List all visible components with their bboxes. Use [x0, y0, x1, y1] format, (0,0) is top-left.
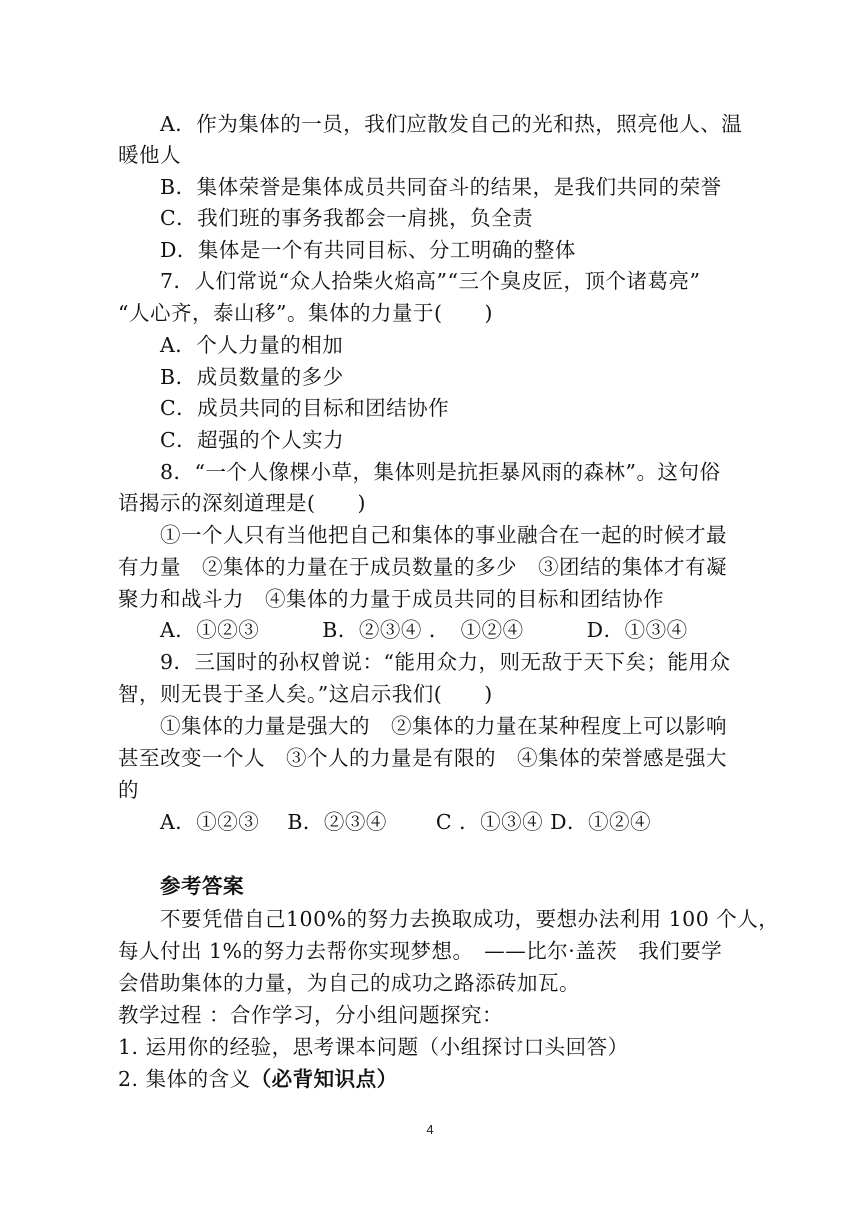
q9-stem-line2: 智，则无畏于圣人矣。”这启示我们( )	[118, 682, 493, 706]
q6-option-c: C．我们班的事务我都会一肩挑，负全责	[160, 206, 534, 230]
q8-items-line2: 有力量 ②集体的力量在于成员数量的多少 ③团结的集体才有凝	[118, 555, 727, 579]
q9-items-line3: 的	[118, 778, 139, 802]
q7-option-a: A．个人力量的相加	[160, 333, 344, 357]
q7-option-b: B．成员数量的多少	[160, 365, 344, 389]
q8-items-line3: 聚力和战斗力 ④集体的力量于成员共同的目标和团结协作	[118, 587, 664, 611]
step-2	[118, 1064, 758, 1094]
q7-stem-line1: 7．人们常说“众人拾柴火焰高”“三个臭皮匠，顶个诸葛亮”	[160, 269, 701, 293]
step-1: 1. 运用你的经验，思考课本问题（小组探讨口头回答）	[118, 1035, 629, 1059]
q9-items-line1: ①集体的力量是强大的 ②集体的力量在某种程度上可以影响	[160, 714, 727, 738]
q6-option-b: B．集体荣誉是集体成员共同奋斗的结果，是我们共同的荣誉	[160, 175, 722, 199]
q7-option-d: C．超强的个人实力	[160, 428, 345, 452]
q8-options: A．①②③ B．②③④ ． ①②④ D．①③④	[160, 618, 688, 642]
answer-para-line1: 不要凭借自己100%的努力去换取成功，要想办法利用 100 个人，	[160, 907, 780, 931]
answer-heading: 参考答案	[160, 874, 244, 898]
q7-stem-line2: “人心齐，泰山移”。集体的力量于( )	[118, 301, 493, 325]
q9-options: A．①②③ B．②③④ C ．①③④ D．①②④	[160, 810, 652, 834]
q8-items-line1: ①一个人只有当他把自己和集体的事业融合在一起的时候才最	[160, 523, 727, 547]
answer-para-line3: 会借助集体的力量，为自己的成功之路添砖加瓦。	[118, 971, 580, 995]
step-2-bold-note: （必背知识点）	[250, 1067, 398, 1091]
answer-para-line2: 每人付出 1%的努力去帮你实现梦想。 ——比尔·盖茨 我们要学	[118, 939, 723, 963]
q9-stem-line1: 9．三国时的孙权曾说：“能用众力，则无敌于天下矣；能用众	[160, 650, 731, 674]
step-2-text: 2. 集体的含义	[118, 1067, 251, 1091]
q6-option-d: D．集体是一个有共同目标、分工明确的整体	[160, 238, 576, 262]
q8-stem-line2: 语揭示的深刻道理是( )	[118, 491, 366, 515]
q9-items-line2: 甚至改变一个人 ③个人的力量是有限的 ④集体的荣誉感是强大	[118, 746, 727, 770]
q6-option-a-line2: 暖他人	[118, 143, 181, 167]
q7-option-c: C．成员共同的目标和团结协作	[160, 396, 450, 420]
page-number: 4	[426, 1122, 434, 1137]
q8-stem-line1: 8．“一个人像棵小草，集体则是抗拒暴风雨的森林”。这句俗	[160, 460, 721, 484]
teaching-process: 教学过程 ：合作学习，分小组问题探究：	[118, 1003, 504, 1027]
q6-option-a-line1: A．作为集体的一员，我们应散发自己的光和热，照亮他人、温	[160, 112, 743, 136]
